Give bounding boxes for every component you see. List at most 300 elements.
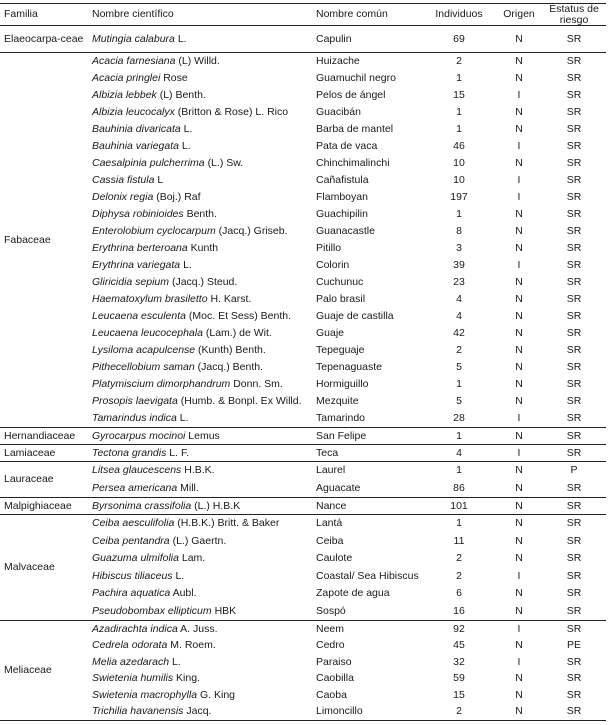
nombre-comun-cell: Caobilla (316, 672, 354, 685)
species-name: Mutingia calabura (92, 32, 175, 45)
individuos-cell: 4 (456, 293, 462, 306)
estatus-cell: SR (542, 428, 606, 445)
individuos-cell: 45 (453, 638, 465, 651)
familia-cell: Hernandiaceae (0, 428, 88, 445)
origen-cell: I (517, 622, 521, 635)
nombre-comun-cell: Ceiba (316, 534, 344, 547)
individuos-cell: 86 (422, 480, 496, 498)
individuos-cell: 197 (450, 190, 468, 203)
author-name: Aubl. (172, 587, 197, 600)
nombre-comun-cell: Guachipilin (316, 207, 368, 220)
table-row (0, 325, 606, 342)
familia-cell: Elaeocarpa-ceae (0, 26, 88, 53)
nombre-comun-cell: Guaje de castilla (316, 310, 394, 323)
nombre-cientifico-cell (88, 342, 312, 359)
species-name: Guazuma ulmifolia (92, 552, 179, 565)
origen-cell: N (515, 156, 523, 169)
nombre-comun-cell: Caoba (316, 688, 347, 701)
nombre-comun-cell: Zapote de agua (316, 587, 390, 600)
nombre-comun-cell: Cañafistula (316, 173, 369, 186)
nombre-comun-cell: Caulote (316, 552, 353, 565)
species-name: Diphysa robinioides (92, 207, 184, 220)
species-name: Cedrela odorata (92, 638, 168, 651)
estatus-cell: SR (566, 224, 582, 237)
estatus-cell: SR (566, 54, 582, 67)
table-row (0, 138, 606, 155)
species-name: Tamarindus indica (92, 412, 177, 425)
table-row (0, 620, 606, 637)
estatus-cell: SR (566, 242, 582, 255)
individuos-cell: 42 (453, 327, 465, 340)
nombre-comun-cell: Cuchunuc (316, 276, 364, 289)
nombre-comun-cell: Chinchimalinchi (316, 156, 390, 169)
individuos-cell: 2 (456, 54, 462, 67)
species-name: Caesalpinia pulcherrima (92, 156, 205, 169)
species-name: Enterolobium cyclocarpum (92, 224, 216, 237)
estatus-cell: SR (542, 445, 606, 462)
individuos-cell: 3 (456, 242, 462, 255)
species-name: Melia azedarach (92, 655, 170, 668)
table-row (0, 53, 606, 70)
species-name: Gyrocarpus mocinoi (92, 429, 186, 442)
nombre-cientifico-cell (88, 274, 312, 291)
individuos-cell: 101 (422, 498, 496, 515)
individuos-cell: 1 (422, 428, 496, 445)
table-row (0, 240, 606, 257)
nombre-cientifico-cell (88, 121, 312, 138)
origen-cell: N (515, 207, 523, 220)
estatus-cell: SR (566, 259, 582, 272)
origen-cell: I (517, 655, 521, 668)
nombre-cientifico-cell (88, 240, 312, 257)
table-row (0, 104, 606, 121)
author-name: A. Juss. (180, 622, 218, 635)
nombre-comun-cell: Neem (316, 622, 345, 635)
individuos-cell: 1 (456, 122, 462, 135)
estatus-cell: SR (566, 361, 582, 374)
origen-cell: I (496, 445, 542, 462)
estatus-cell: SR (566, 293, 582, 306)
author-name: (Jacq.) Griseb. (218, 224, 288, 237)
species-name: Bauhinia divaricata (92, 122, 181, 135)
species-name: Swietenia humilis (92, 672, 174, 685)
estatus-cell: SR (566, 587, 582, 600)
estatus-cell: SR (566, 71, 582, 84)
nombre-cientifico-cell (88, 376, 312, 393)
origen-cell: N (515, 276, 523, 289)
nombre-comun-cell: Coastal/ Sea Hibiscus (316, 569, 419, 582)
table-row (0, 585, 606, 603)
species-name: Leucaena esculenta (92, 310, 186, 323)
nombre-cientifico-cell (88, 704, 312, 721)
familia-cell: Lauraceae (0, 462, 88, 498)
nombre-comun-cell: Pata de vaca (316, 139, 378, 152)
species-name: Albizia lebbek (92, 88, 157, 101)
individuos-cell: 8 (456, 224, 462, 237)
estatus-cell: SR (566, 190, 582, 203)
author-name: (L) Willd. (178, 54, 220, 67)
author-name: Donn. Sm. (233, 378, 283, 391)
nombre-cientifico-cell (88, 104, 312, 121)
author-name: M. Roem. (170, 638, 216, 651)
table-row (0, 274, 606, 291)
estatus-cell: SR (566, 569, 582, 582)
individuos-cell: 39 (453, 259, 465, 272)
nombre-comun-cell: Pitillo (316, 242, 342, 255)
nombre-cientifico-cell (88, 325, 312, 342)
estatus-cell: SR (566, 88, 582, 101)
origen-cell: N (496, 428, 542, 445)
species-name: Gliricidia sepium (92, 276, 170, 289)
table-row (0, 568, 606, 586)
individuos-cell: 32 (453, 655, 465, 668)
nombre-comun-cell: Guacibán (316, 105, 361, 118)
origen-cell: I (517, 173, 521, 186)
table-body (0, 26, 606, 721)
origen-cell: N (515, 224, 523, 237)
species-name: Persea americana (92, 481, 178, 494)
species-name: Ceiba aesculifolia (92, 517, 175, 530)
nombre-cientifico-cell (88, 308, 312, 325)
nombre-comun-cell: Aguacate (312, 480, 422, 498)
individuos-cell: 59 (453, 672, 465, 685)
estatus-cell: SR (566, 655, 582, 668)
origen-cell: N (515, 587, 523, 600)
table-row (0, 654, 606, 671)
familia-cell: Malpighiaceae (0, 498, 88, 515)
author-name: (Boj.) Raf (156, 190, 201, 203)
author-name: (Jacq.) Benth. (197, 361, 264, 374)
nombre-comun-cell: Lantá (316, 517, 343, 530)
nombre-cientifico-cell (88, 498, 312, 515)
header-individuos: Individuos (422, 4, 496, 26)
author-name: L. (179, 412, 189, 425)
nombre-comun-cell: Teca (312, 445, 422, 462)
table-row (0, 637, 606, 654)
table-row (0, 206, 606, 223)
species-name: Bauhinia variegata (92, 139, 179, 152)
author-name: L. (177, 32, 187, 45)
table-row (0, 410, 606, 427)
nombre-cientifico-cell (88, 53, 312, 70)
table-row (0, 308, 606, 325)
individuos-cell: 1 (456, 464, 462, 477)
table-row (0, 223, 606, 240)
estatus-cell: SR (566, 517, 582, 530)
nombre-cientifico-cell (88, 428, 312, 445)
header-nombre-cientifico: Nombre científico (88, 4, 312, 26)
nombre-comun-cell: Tepeguaje (316, 344, 365, 357)
nombre-cientifico-cell (88, 172, 312, 189)
table-row (0, 376, 606, 393)
origen-cell: N (515, 361, 523, 374)
estatus-cell: SR (566, 122, 582, 135)
author-name: HBK (214, 604, 237, 617)
author-name: Jacq. (186, 705, 212, 718)
nombre-cientifico-cell (88, 532, 312, 550)
estatus-cell: SR (566, 310, 582, 323)
nombre-comun-cell: Guaje (316, 327, 345, 340)
nombre-cientifico-cell (88, 138, 312, 155)
individuos-cell: 1 (456, 517, 462, 530)
table-row (0, 26, 606, 53)
estatus-cell: SR (566, 395, 582, 408)
author-name: Mill. (180, 481, 199, 494)
origen-cell: N (515, 638, 523, 651)
nombre-cientifico-cell (88, 654, 312, 671)
species-name: Leucaena leucocephala (92, 327, 203, 340)
individuos-cell: 23 (453, 276, 465, 289)
individuos-cell: 1 (456, 105, 462, 118)
species-name: Acacia pringlei (92, 71, 161, 84)
nombre-cientifico-cell (88, 445, 312, 462)
species-name: Erythrina variegata (92, 259, 181, 272)
nombre-cientifico-cell (88, 637, 312, 654)
author-name: (L.) H.B.K (194, 499, 241, 512)
nombre-cientifico-cell (88, 223, 312, 240)
table-row (0, 670, 606, 687)
individuos-cell: 10 (453, 156, 465, 169)
table-row (0, 70, 606, 87)
individuos-cell: 46 (453, 139, 465, 152)
individuos-cell: 5 (456, 361, 462, 374)
author-name: (Lam.) de Wit. (205, 327, 272, 340)
table-row (0, 87, 606, 104)
estatus-cell: SR (566, 276, 582, 289)
origen-cell: N (515, 517, 523, 530)
nombre-comun-cell: Capulin (312, 26, 422, 53)
estatus-cell: SR (566, 327, 582, 340)
table-row (0, 121, 606, 138)
individuos-cell: 69 (422, 26, 496, 53)
estatus-cell: SR (566, 344, 582, 357)
table-row (0, 480, 606, 498)
estatus-cell: SR (566, 173, 582, 186)
table-row (0, 498, 606, 515)
species-name: Hibiscus tiliaceus (92, 569, 173, 582)
individuos-cell: 1 (456, 71, 462, 84)
header-familia: Familia (0, 4, 88, 26)
nombre-comun-cell: Laurel (316, 464, 346, 477)
individuos-cell: 5 (456, 395, 462, 408)
table-header (0, 4, 606, 26)
nombre-cientifico-cell (88, 87, 312, 104)
estatus-cell: P (570, 464, 578, 477)
table-row (0, 428, 606, 445)
species-name: Haematoxylum brasiletto (92, 293, 208, 306)
origen-cell: N (515, 242, 523, 255)
origen-cell: I (517, 190, 521, 203)
origen-cell: N (496, 480, 542, 498)
origen-cell: I (517, 139, 521, 152)
estatus-cell: SR (542, 603, 606, 621)
origen-cell: N (496, 26, 542, 53)
species-name: Pachira aquatica (92, 587, 171, 600)
individuos-cell: 2 (456, 569, 462, 582)
species-name: Pseudobombax ellipticum (92, 604, 212, 617)
nombre-comun-cell: Hormiguillo (316, 378, 369, 391)
estatus-cell: SR (542, 26, 606, 53)
species-name: Ceiba pentandra (92, 534, 170, 547)
familia-cell: Meliaceae (0, 620, 88, 720)
author-name: Lemus (188, 429, 220, 442)
species-name: Lysiloma acapulcense (92, 344, 196, 357)
author-name: (Britton & Rose) L. Rico (177, 105, 289, 118)
species-name: Acacia farnesiana (92, 54, 176, 67)
species-name: Litsea glaucescens (92, 464, 182, 477)
nombre-comun-cell: San Felipe (312, 428, 422, 445)
estatus-cell: SR (542, 704, 606, 721)
origen-cell: I (517, 259, 521, 272)
estatus-cell: SR (566, 139, 582, 152)
table-row (0, 550, 606, 568)
header-nombre-comun: Nombre común (312, 4, 422, 26)
nombre-cientifico-cell (88, 359, 312, 376)
table-row (0, 393, 606, 410)
species-name: Prosopis laevigata (92, 395, 178, 408)
estatus-cell: SR (566, 688, 582, 701)
individuos-cell: 4 (422, 445, 496, 462)
author-name: (H.B.K.) Britt. & Baker (177, 517, 280, 530)
table-row (0, 687, 606, 704)
nombre-cientifico-cell (88, 70, 312, 87)
nombre-cientifico-cell (88, 585, 312, 603)
origen-cell: N (496, 603, 542, 621)
header-estatus: Estatus de riesgo (542, 4, 606, 26)
nombre-cientifico-cell (88, 291, 312, 308)
origen-cell: N (515, 688, 523, 701)
estatus-cell: SR (566, 156, 582, 169)
origen-cell: N (515, 122, 523, 135)
author-name: King. (176, 672, 200, 685)
individuos-cell: 4 (456, 310, 462, 323)
species-name: Albizia leucocalyx (92, 105, 175, 118)
nombre-comun-cell: Flamboyan (316, 190, 368, 203)
author-name: (Humb. & Bonpl. Ex Willd. (180, 395, 302, 408)
individuos-cell: 1 (456, 207, 462, 220)
estatus-cell: SR (566, 672, 582, 685)
author-name: (L) Benth. (159, 88, 206, 101)
author-name: Rose (163, 71, 188, 84)
table-row (0, 155, 606, 172)
estatus-cell: PE (566, 638, 581, 651)
individuos-cell: 11 (453, 534, 465, 547)
species-name: Azadirachta indica (92, 622, 178, 635)
individuos-cell: 16 (422, 603, 496, 621)
nombre-cientifico-cell (88, 515, 312, 533)
origen-cell: I (517, 569, 521, 582)
nombre-comun-cell: Mezquite (316, 395, 359, 408)
origen-cell: N (515, 534, 523, 547)
individuos-cell: 2 (456, 344, 462, 357)
individuos-cell: 2 (422, 704, 496, 721)
nombre-cientifico-cell (88, 462, 312, 480)
author-name: (L.) Sw. (207, 156, 244, 169)
author-name: Benth. (186, 207, 217, 220)
species-name: Platymiscium dimorphandrum (92, 378, 231, 391)
table-row (0, 257, 606, 274)
origen-cell: N (515, 293, 523, 306)
table-row (0, 704, 606, 721)
origen-cell: N (515, 344, 523, 357)
author-name: Kunth (190, 242, 219, 255)
nombre-comun-cell: Palo brasil (316, 293, 366, 306)
author-name: L. (183, 122, 193, 135)
author-name: (Jacq.) Steud. (171, 276, 238, 289)
nombre-cientifico-cell (88, 26, 312, 53)
nombre-cientifico-cell (88, 206, 312, 223)
familia-cell: Fabaceae (0, 53, 88, 428)
estatus-cell: SR (542, 410, 606, 427)
origen-cell: N (515, 327, 523, 340)
table-row (0, 291, 606, 308)
familia-cell: Lamiaceae (0, 445, 88, 462)
nombre-comun-cell: Cedro (316, 638, 345, 651)
species-name: Erythrina berteroana (92, 242, 188, 255)
author-name: (Moc. Et Sess) Benth. (188, 310, 292, 323)
author-name: Lam. (181, 552, 206, 565)
individuos-cell: 2 (456, 552, 462, 565)
estatus-cell: SR (566, 378, 582, 391)
author-name: H.B.K. (184, 464, 215, 477)
nombre-cientifico-cell (88, 480, 312, 498)
header-origen: Origen (496, 4, 542, 26)
origen-cell: I (496, 410, 542, 427)
individuos-cell: 28 (422, 410, 496, 427)
nombre-comun-cell: Tamarindo (312, 410, 422, 427)
species-name: Byrsonima crassifolia (92, 499, 192, 512)
origen-cell: N (515, 54, 523, 67)
estatus-cell: SR (542, 480, 606, 498)
estatus-cell: SR (566, 552, 582, 565)
nombre-comun-cell: Paraiso (316, 655, 352, 668)
species-name: Delonix regia (92, 190, 154, 203)
author-name: (L.) Gaertn. (172, 534, 227, 547)
individuos-cell: 92 (453, 622, 465, 635)
author-name: L. (171, 655, 181, 668)
nombre-comun-cell: Barba de mantel (316, 122, 394, 135)
species-name: Swietenia macrophylla (92, 688, 198, 701)
author-name: L. (175, 569, 185, 582)
table-row (0, 603, 606, 621)
individuos-cell: 15 (453, 688, 465, 701)
nombre-comun-cell: Huizache (316, 54, 360, 67)
nombre-comun-cell: Guamuchil negro (316, 71, 396, 84)
author-name: H. Karst. (210, 293, 252, 306)
species-name: Tectona grandis (92, 446, 167, 459)
individuos-cell: 6 (456, 587, 462, 600)
nombre-cientifico-cell (88, 257, 312, 274)
nombre-comun-cell: Colorin (316, 259, 350, 272)
author-name: L (157, 173, 164, 186)
species-name: Pithecellobium saman (92, 361, 195, 374)
species-table (0, 3, 606, 721)
nombre-comun-cell: Guanacastle (316, 224, 375, 237)
table-row (0, 462, 606, 480)
nombre-comun-cell: Tepenaguaste (316, 361, 382, 374)
species-name: Trichilia havanensis (92, 705, 184, 718)
nombre-comun-cell: Nance (312, 498, 422, 515)
table-row (0, 189, 606, 206)
origen-cell: N (496, 704, 542, 721)
author-name: G. King (199, 688, 236, 701)
origen-cell: N (515, 105, 523, 118)
table-row (0, 172, 606, 189)
origen-cell: I (517, 88, 521, 101)
nombre-cientifico-cell (88, 393, 312, 410)
nombre-comun-cell: Limoncillo (312, 704, 422, 721)
author-name: L. F. (169, 446, 190, 459)
